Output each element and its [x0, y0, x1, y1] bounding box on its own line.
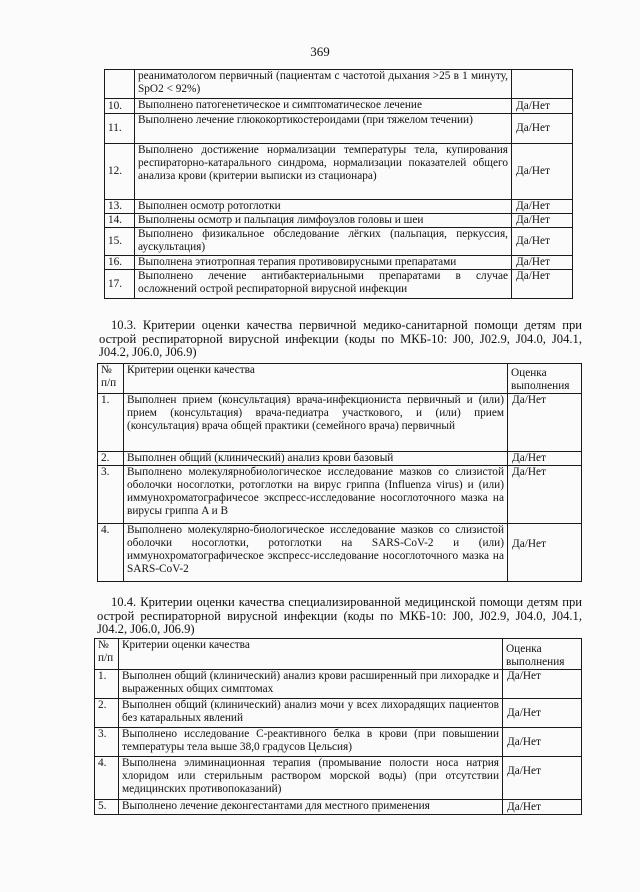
row-number	[105, 70, 135, 99]
criterion-text: Выполнено физикальное обследование лёгких (пальпация, перкуссия, аускультация)	[135, 228, 512, 256]
result-cell: Да/Нет	[512, 256, 573, 270]
row-number: 12.	[105, 144, 135, 200]
criterion-text: Выполнен прием (консультация) врача-инфекциониста первичный и (или) прием (консультация) врача-педиатра участкового, и (или) прием (консультация) врача общей практики (семейного врача) первичный	[124, 394, 508, 452]
row-number: 10.	[105, 99, 135, 114]
result-cell: Да/Нет	[503, 670, 582, 699]
table-header-row	[98, 364, 582, 394]
table-row	[105, 99, 573, 114]
criterion-text: Выполнено лечение антибактериальными препаратами в случае осложнений острой респираторной вирусной инфекции	[135, 270, 512, 299]
criteria-table-10-3	[97, 363, 582, 582]
criterion-text: Выполнено лечение деконгестантами для местного применения	[119, 800, 503, 815]
criterion-text: Выполнен общий (клинический) анализ крови базовый	[124, 452, 508, 466]
result-cell: Да/Нет	[508, 466, 582, 524]
table-row	[95, 757, 582, 800]
criterion-text: Выполнено молекулярнобиологическое исследование мазков со слизистой оболочки носоглотки, ротоглотки на вирус гриппа (Influenza virus) и (или) иммунохроматографичесое экспресс-исследование носоглоточного мазка на вирусы гриппа A и B	[124, 466, 508, 524]
row-number: 2.	[98, 452, 124, 466]
result-cell: Да/Нет	[508, 452, 582, 466]
criterion-text: Выполнена элиминационная терапия (промывание полости носа натрия хлоридом или стерильным раствором морской воды) (при отсутствии медицинских противопоказаний)	[119, 757, 503, 800]
criterion-text: Выполнен осмотр ротоглотки	[135, 200, 512, 214]
table-row	[95, 670, 582, 699]
result-cell: Да/Нет	[512, 114, 573, 144]
result-cell: Да/Нет	[512, 200, 573, 214]
result-cell: Да/Нет	[512, 228, 573, 256]
criterion-text: Выполнено лечение глюкокортикостероидами (при тяжелом течении)	[135, 114, 512, 144]
row-number: 4.	[95, 757, 119, 800]
row-number: 5.	[95, 800, 119, 815]
table-row	[105, 256, 573, 270]
row-number: 17.	[105, 270, 135, 299]
row-number: 16.	[105, 256, 135, 270]
section-heading-10-3: 10.3. Критерии оценки качества первичной медико-санитарной помощи детям при острой респираторной вирусной инфекции (коды по МКБ-10: J00, J02.9, J04.0, J04.1, J04.2, J06.0, J06.9)	[99, 318, 582, 360]
criterion-text: Выполнен общий (клинический) анализ крови расширенный при лихорадке и выраженных общих симптомах	[119, 670, 503, 699]
result-cell: Да/Нет	[503, 728, 582, 757]
result-cell: Да/Нет	[503, 757, 582, 800]
table-row	[105, 144, 573, 200]
result-cell: Да/Нет	[512, 214, 573, 228]
section-heading-10-4: 10.4. Критерии оценки качества специализированной медицинской помощи детям при острой респираторной вирусной инфекции (коды по МКБ-10: J00, J02.9, J04.0, J04.1, J04.2, J06.0, J06.9)	[97, 595, 582, 637]
table-row	[95, 699, 582, 728]
criterion-text: Выполнено достижение нормализации температуры тела, купирования респираторно-катарального синдрома, нормализации показателей общего анализа крови (критерии выписки из стационара)	[135, 144, 512, 200]
table-row	[98, 524, 582, 582]
result-cell: Да/Нет	[503, 699, 582, 728]
row-number: 2.	[95, 699, 119, 728]
row-number: 15.	[105, 228, 135, 256]
result-cell: Да/Нет	[512, 270, 573, 299]
result-cell: Да/Нет	[512, 99, 573, 114]
header-criteria: Критерии оценки качества	[119, 639, 503, 670]
table-row	[98, 452, 582, 466]
table-row	[105, 214, 573, 228]
criterion-text: реаниматологом первичный (пациентам с частотой дыхания >25 в 1 минуту, SpO2 < 92%)	[135, 70, 512, 99]
row-number: 3.	[98, 466, 124, 524]
table-row	[95, 728, 582, 757]
row-number: 11.	[105, 114, 135, 144]
result-cell: Да/Нет	[508, 394, 582, 452]
criterion-text: Выполнены осмотр и пальпация лимфоузлов головы и шеи	[135, 214, 512, 228]
header-number: № п/п	[95, 639, 119, 670]
criterion-text: Выполнен общий (клинический) анализ мочи у всех лихорадящих пациентов без катаральных явлений	[119, 699, 503, 728]
table-row	[105, 200, 573, 214]
header-criteria: Критерии оценки качества	[124, 364, 508, 394]
row-number: 1.	[98, 394, 124, 452]
table-row	[105, 114, 573, 144]
header-result: Оценка выполнения	[508, 364, 582, 394]
criterion-text: Выполнено исследование C-реактивного белка в крови (при повышении температуры тела выше 38,0 градусов Цельсия)	[119, 728, 503, 757]
header-number: № п/п	[98, 364, 124, 394]
table-row	[105, 270, 573, 299]
row-number: 13.	[105, 200, 135, 214]
criteria-table-continued	[104, 69, 573, 299]
table-row	[98, 394, 582, 452]
criterion-text: Выполнено молекулярно-биологическое исследование мазков со слизистой оболочки носоглотки, ротоглотки на SARS-CoV-2 и (или) иммунохроматографическое экспресс-исследование носоглоточного мазка на SARS-CoV-2	[124, 524, 508, 582]
criteria-table-10-4	[94, 638, 582, 815]
row-number: 14.	[105, 214, 135, 228]
table-header-row	[95, 639, 582, 670]
row-number: 3.	[95, 728, 119, 757]
result-cell	[512, 70, 573, 99]
result-cell: Да/Нет	[503, 800, 582, 815]
table-row	[105, 70, 573, 99]
criterion-text: Выполнена этиотропная терапия противовирусными препаратами	[135, 256, 512, 270]
table-row	[95, 800, 582, 815]
page-number: 369	[310, 44, 330, 59]
row-number: 4.	[98, 524, 124, 582]
result-cell: Да/Нет	[508, 524, 582, 582]
criterion-text: Выполнено патогенетическое и симптоматическое лечение	[135, 99, 512, 114]
table-row	[98, 466, 582, 524]
header-result: Оценка выполнения	[503, 639, 582, 670]
result-cell: Да/Нет	[512, 144, 573, 200]
row-number: 1.	[95, 670, 119, 699]
table-row	[105, 228, 573, 256]
